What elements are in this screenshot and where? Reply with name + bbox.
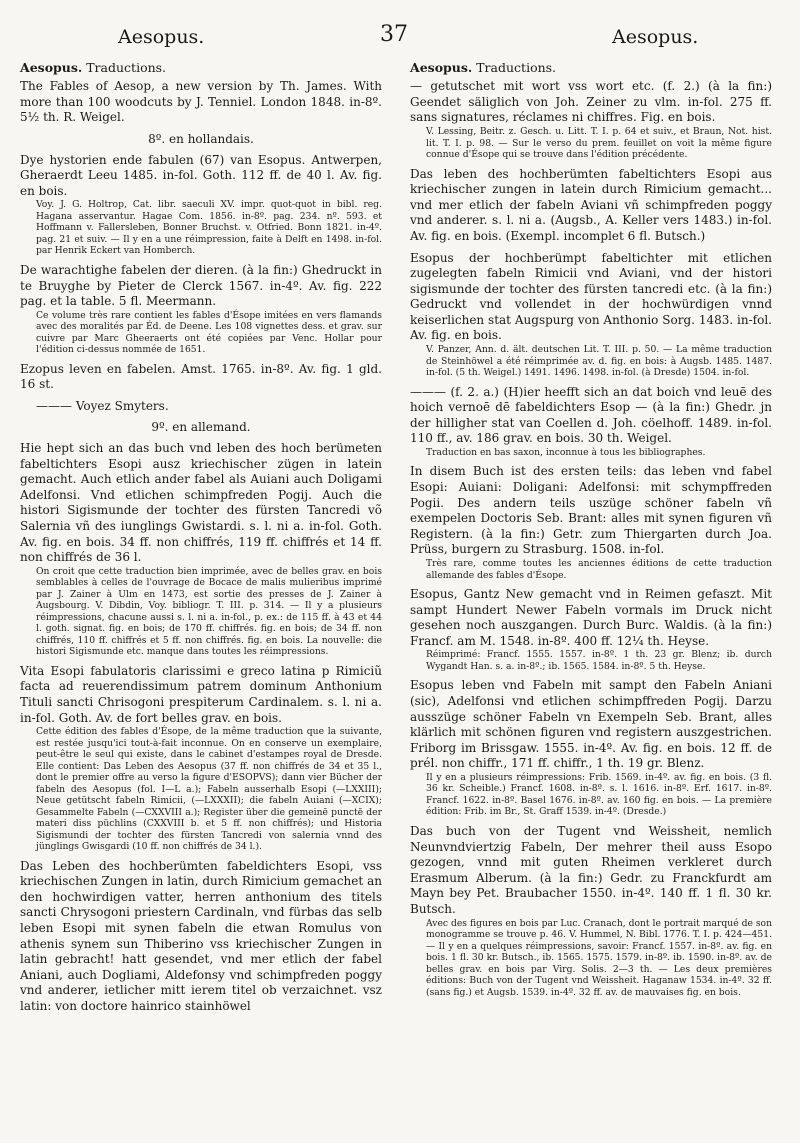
entry-title: Vita Esopi fabulatoris clarissimi e greco latina p Rimiciũ facta ad reuerendissimum patrem dominum Anthonium Tituli sancti Chrisogoni prespiterum Cardinalem. s. l. ni a. in-fol. Goth. Av. de fort belles grav. en bois. xyxy=(20,663,382,725)
entry-note: Voy. J. G. Holtrop, Cat. libr. saeculi XV. impr. quot-quot in bibl. reg. Hagana asservantur. Hagae Com. 1856. in-8º. pag. 234. nº. 593. et Hoffmann v. Fallersleben, Bonner Bruchst. v. Otfried. Bonn 1821. in-4º. pag. 21 et suiv. — Il y en a une réimpression, faite à Delft en 1498. in-fol. par Henrik Eckert van Homberch. xyxy=(36,199,382,257)
bibliography-entry xyxy=(410,587,772,672)
section-heading: Aesopus. Traductions. xyxy=(20,60,167,75)
bibliography-entry xyxy=(20,153,382,257)
entry-title: De warachtighe fabelen der dieren. (à la fin:) Ghedruckt in te Bruyghe by Pieter de Clerck 1567. in-4º. Av. fig. 222 pag. et la table. 5 fl. Meermann. xyxy=(20,262,382,309)
bibliography-entry xyxy=(20,362,382,393)
entry-note: Traduction en bas saxon, inconnue à tous les bibliographes. xyxy=(426,446,706,458)
bibliography-entry xyxy=(20,132,382,148)
entry-note: V. Lessing, Beitr. z. Gesch. u. Litt. T. I. p. 64 et suiv., et Braun, Not. hist. lit. T. I. p. 98. — Sur le verso du prem. feuillet on voit la même figure connue d'Ésope qui se trouve dans l'édition précédente. xyxy=(426,126,772,161)
right-column xyxy=(410,60,772,1004)
bibliography-entry xyxy=(410,79,772,160)
left-column xyxy=(20,60,382,1021)
bibliography-entry xyxy=(410,251,772,379)
running-head-left: Aesopus. xyxy=(118,26,205,48)
entry-title: Dye hystorien ende fabulen (67) van Esopus. Antwerpen, Gheraerdt Leeu 1485. in-fol. Goth. 112 ff. de 40 l. Av. fig. en bois. xyxy=(20,152,382,198)
bibliography-entry xyxy=(410,464,772,581)
bibliography-entry xyxy=(20,664,382,853)
right-entries xyxy=(410,79,772,998)
left-entries xyxy=(20,79,382,1014)
entry-note: Ce volume très rare contient les fables d'Ésope imitées en vers flamands avec des moralités par Éd. de Deene. Les 108 vignettes dess. et grav. sur cuivre par Marc Gheeraerts ont été copiées par Venc. Hollar pour l'édition ci-dessus nommée de 1651. xyxy=(36,309,382,356)
bibliography-entry xyxy=(20,399,382,415)
entry-title: Esopus leben vnd Fabeln mit sampt den Fabeln Aniani (sic), Adelfonsi vnd etlichen schimpffreden Pogij. Darzu ausszüge schöner Fabeln vn Exempeln Seb. Brant, alles klärlich mit schönen figuren vnd registern auszgestrichen. Friborg im Brissgaw. 1555. in-4º. Av. fig. en bois. 12 ff. de prél. non chiffr., 171 ff. chiffr., 1 th. 19 gr. Blenz. xyxy=(410,678,772,771)
entry-title: 8º. en hollandais. xyxy=(148,132,254,147)
bibliography-entry xyxy=(410,385,772,459)
entry-title: ——— (f. 2. a.) (H)ier heefft sich an dat boich vnd leuē des hoich vernoē dē fabeldichters Esop — (à la fin:) Ghedr. jn der hilligher stat van Coellen d. Joh. cöelhoff. 1489. in-fol. 110 ff., av. 186 grav. en bois. 30 th. Weigel. xyxy=(410,384,772,446)
bibliography-entry xyxy=(410,678,772,818)
entry-title: Hie hept sich an das buch vnd leben des hoch berümeten fabeltichters Esopi ausz kriechischer zügen in latein gemacht. Auch etlich ander fabel als Auiani auch Doligami Adelfonsi. Vnd etlichen schimpfreden Pogij. Auch die histori Sigismunde der tochter des fürsten Tancredi võ Salernia vñ des iunglings Gwistardi. s. l. ni a. in-fol. Goth. Av. fig. en bois. 34 ff. non chiffrés, 119 ff. chiffrés et 14 ff. non chiffrés de 36 l. xyxy=(20,441,382,565)
entry-title: Ezopus leven en fabelen. Amst. 1765. in-8º. Av. fig. 1 gld. 16 st. xyxy=(20,361,382,392)
entry-title: Das Leben des hochberümten fabeldichters Esopi, vss kriechischen Zungen in latin, durch Rimicium gemachet an den hochwirdigen vatter, herren anthonium des titels sancti Chrysogoni priestern Cardinaln, vnd fürbas das selb leben Esopi mit synen fabeln die etwan Romulus von athenis synem sun Thiberino vss kriechischer Zungen in latin gebracht! hatt gesendet, vnd mer etlich der fabel Aniani, auch Dogliami, Aldefonsy vnd schimpfreden poggy vnd anderer, ietlicher mitt ierem titel ob verzaichnet. vsz latin: von doctore hainrico stainhöwel xyxy=(20,858,382,1014)
entry-note: Avec des figures en bois par Luc. Cranach, dont le portrait marqué de son monogramme se trouve p. 46. V. Hummel, N. Bibl. 1776. T. I. p. 424—451. — Il y en a quelques réimpressions, savoir: Francf. 1557. in-8º. av. fig. en bois. 1 fl. 30 kr. Butsch., ib. 1565. 1575. 1579. in-8º. ib. 1590. in-8º. av. de belles grav. en bois par Virg. Solis. 2—3 th. — Les deux premières éditions: Buch von der Tugent vnd Weissheit. Haganaw 1534. in-4º. 32 ff. (sans fig.) et Augsb. 1539. in-4º. 32 ff. av. de mauvaises fig. en bois. xyxy=(426,917,772,998)
bibliography-entry xyxy=(20,420,382,436)
entry-title: Das leben des hochberümten fabeltichters Esopi aus kriechischer zungen in latein durch Rimicium gemacht... vnd mer etlich der fabeln Aviani vñ schimpfreden poggy vnd anderer. s. l. ni a. (Augsb., A. Keller vers 1483.) in-fol. Av. fig. en bois. (Exempl. incomplet 6 fl. Butsch.) xyxy=(410,166,772,243)
entry-note: V. Panzer, Ann. d. ält. deutschen Lit. T. III. p. 50. — La même traduction de Steinhöwel a été réimprimée av. d. fig. en bois: à Augsb. 1485. 1487. in-fol. (5 th. Weigel.) 1491. 1496. 1498. in-fol. (à Dresde) 1504. in-fol. xyxy=(426,344,772,379)
bibliography-entry xyxy=(410,167,772,245)
entry-title: 9º. en allemand. xyxy=(151,420,251,435)
entry-title: The Fables of Aesop, a new version by Th. James. With more than 100 woodcuts by J. Tenniel. London 1848. in-8º. 5½ th. R. Weigel. xyxy=(20,79,382,125)
section-heading: Aesopus. Traductions. xyxy=(410,60,557,75)
bibliography-entry xyxy=(20,79,382,126)
running-head-right: Aesopus. xyxy=(612,26,699,48)
entry-title: In disem Buch ist des ersten teils: das leben vnd fabel Esopi: Auiani: Doligani: Adelfonsi: mit schympffreden Pogii. Des andern teils uszüge schöner fabeln vñ exempelen Doctoris Seb. Brant: alles mit synen figuren vñ Registern. (à la fin:) Getr. zum Thiergarten durch Joa. Prüss, burgern zu Strasburg. 1508. in-fol. xyxy=(410,464,772,557)
entry-title: — getutschet mit wort vss wort etc. (f. 2.) (à la fin:) Geendet säliglich von Joh. Zeiner zu vlm. in-fol. 275 ff. sans signatures, réclames ni chiffres. Fig. en bois. xyxy=(410,79,772,125)
entry-title: ——— Voyez Smyters. xyxy=(36,398,169,413)
page-header xyxy=(0,8,800,48)
bibliography-entry xyxy=(20,263,382,356)
entry-note: Très rare, comme toutes les anciennes éditions de cette traduction allemande des fables d'Ésope. xyxy=(426,558,772,581)
bibliography-entry xyxy=(20,441,382,658)
entry-title: Das buch von der Tugent vnd Weissheit, nemlich Neunvndviertzig Fabeln, Der mehrer theil auss Esopo gezogen, vnnd mit guten Rheimen verkleret durch Erasmum Alberum. (à la fin:) Gedr. zu Franckfurdt am Mayn bey Pet. Braubacher 1550. in-4º. 140 ff. 1 fl. 30 kr. Butsch. xyxy=(410,823,772,916)
bibliography-entry xyxy=(20,859,382,1015)
entry-note: Il y en a plusieurs réimpressions: Frib. 1569. in-4º. av. fig. en bois. (3 fl. 36 kr. Scheible.) Francf. 1608. in-8º. s. l. 1616. in-8º. Erf. 1617. in-8º. Francf. 1622. in-8º. Basel 1676. in-8º. av. 160 fig. en bois. — La première édition: Frib. im Br., St. Graff 1539. in-4º. (Dresde.) xyxy=(426,771,772,818)
page-number: 37 xyxy=(380,22,408,47)
entry-note: Cette édition des fables d'Ésope, de la même traduction que la suivante, est restée jusqu'ici tout-à-fait inconnue. On en conserve un exemplaire, peut-être le seul qui existe, dans le cabinet d'estampes royal de Dresde. Elle contient: Das Leben des Aesopus (37 ff. non chiffrés de 34 et 35 l., dont le premier offre au verso la figure d'ESOPVS); dann vier Bücher der fabeln des Aesopus (fol. I—L a.); Fabeln ausserhalb Esopi (—LXXIII); Neue getütscht fabeln Rimicii, (—LXXXII); die fabeln Auiani (—XCIX); Gesammelte Fabeln (—CXXVIII a.); Register über die gemeinē punctē der materi diss püchlins (CXXVIII b. et 5 ff. non chiffrés); und Historia Sigismundi der tochter des fürsten Tancredi von salernia vnnd des jünglings Gwisgardi (10 ff. non chiffrés de 34 l.). xyxy=(36,726,382,853)
bibliography-entry xyxy=(410,824,772,998)
entry-title: Esopus, Gantz New gemacht vnd in Reimen gefaszt. Mit sampt Hundert Newer Fabeln vormals im Druck nicht gesehen noch auszgangen. Durch Burc. Waldis. (à la fin:) Francf. am M. 1548. in-8º. 400 ff. 12¼ th. Heyse. xyxy=(410,587,772,648)
entry-title: Esopus der hochberümpt fabeltichter mit etlichen zugelegten fabeln Rimicii vnd Aviani, vnd der histori sigismunde der tochter des fürsten tancredi etc. (à la fin:) Gedruckt vnd vollendet in der hochwürdigen vnnd keiserlichen stat Augspurg von Anthonio Sorg. 1483. in-fol. Av. fig. en bois. xyxy=(410,250,772,343)
entry-note: Réimprimé: Francf. 1555. 1557. in-8º. 1 th. 23 gr. Blenz; ib. durch Wygandt Han. s. a. in-8º.; ib. 1565. 1584. in-8º. 5 th. Heyse. xyxy=(426,649,772,672)
entry-note: On croit que cette traduction bien imprimée, avec de belles grav. en bois semblables à celles de l'ouvrage de Bocace de malis mulieribus imprimé par J. Zainer à Ulm en 1473, est sortie des presses de J. Zainer à Augsbourg. V. Dibdin, Voy. bibliogr. T. III. p. 314. — Il y a plusieurs réimpressions, chacune aussi s. l. ni a. in-fol., p. ex.: de 115 ff. à 43 et 44 l. goth. signat. fig. en bois; de 170 ff. chiffrés. fig. en bois; de 34 ff. non chiffrés, 110 ff. chiffrés et 5 ff. non chiffrés. fig. en bois. La nouvelle: die histori Sigismunde etc. manque dans toutes les réimpressions. xyxy=(36,565,382,658)
